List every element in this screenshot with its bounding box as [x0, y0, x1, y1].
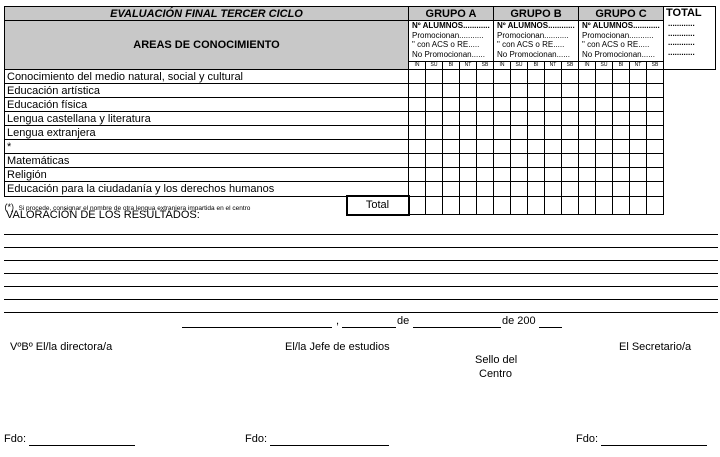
grade-cell[interactable] [545, 84, 562, 98]
grade-cell[interactable] [511, 126, 528, 140]
grade-cell[interactable] [494, 112, 511, 126]
total-cell[interactable] [409, 196, 426, 215]
grade-cell[interactable] [477, 126, 494, 140]
month-blank[interactable] [413, 327, 501, 328]
grade-cell[interactable] [647, 168, 664, 182]
grade-cell[interactable] [443, 70, 460, 84]
grade-cell[interactable] [613, 154, 630, 168]
grade-cell[interactable] [409, 182, 426, 197]
total-cell[interactable] [528, 196, 545, 215]
sello-label: Sello del [475, 354, 518, 366]
grade-cell[interactable] [630, 84, 647, 98]
grade-cell[interactable] [613, 168, 630, 182]
grade-cell[interactable] [545, 182, 562, 197]
grade-cell[interactable] [528, 84, 545, 98]
subject-name: Lengua castellana y literatura [5, 112, 409, 126]
total-column [664, 7, 716, 70]
total-header: TOTAL [666, 7, 702, 19]
areas-header: AREAS DE CONOCIMIENTO [5, 21, 409, 70]
grade-code: BI [528, 61, 545, 69]
grade-cell[interactable] [426, 126, 443, 140]
grade-cell[interactable] [562, 126, 579, 140]
grade-cell[interactable] [494, 140, 511, 154]
grade-cell[interactable] [477, 154, 494, 168]
valoracion-line[interactable] [4, 260, 718, 261]
grade-cell[interactable] [494, 182, 511, 197]
grade-cell[interactable] [477, 98, 494, 112]
grade-cell[interactable] [426, 98, 443, 112]
total-cell[interactable] [545, 196, 562, 215]
grade-cell[interactable] [409, 154, 426, 168]
grade-cell[interactable] [460, 154, 477, 168]
footnote-marker: (*) [4, 201, 14, 212]
grade-cell[interactable] [426, 84, 443, 98]
grade-cell[interactable] [528, 112, 545, 126]
grade-cell[interactable] [596, 154, 613, 168]
grade-cell[interactable] [443, 154, 460, 168]
date-year-label: de 200 [502, 315, 536, 327]
evaluation-table [4, 6, 716, 216]
grade-cell[interactable] [528, 154, 545, 168]
valoracion-line[interactable] [4, 286, 718, 287]
grade-cell[interactable] [443, 182, 460, 197]
fdo-label: Fdo: [4, 433, 27, 445]
grade-code: IN [494, 61, 511, 69]
valoracion-line[interactable] [4, 247, 718, 248]
total-cell[interactable] [477, 196, 494, 215]
grade-cell[interactable] [630, 140, 647, 154]
grade-code: IN [409, 61, 426, 69]
grade-cell[interactable] [426, 168, 443, 182]
grade-cell[interactable] [545, 112, 562, 126]
grade-cell[interactable] [647, 126, 664, 140]
grade-code: SB [562, 61, 579, 69]
grade-cell[interactable] [545, 98, 562, 112]
subject-row [5, 112, 716, 126]
grade-cell[interactable] [613, 112, 630, 126]
grade-cell[interactable] [562, 112, 579, 126]
grade-cell[interactable] [443, 112, 460, 126]
subject-row [5, 98, 716, 112]
grade-code: BI [443, 61, 460, 69]
grade-cell[interactable] [511, 154, 528, 168]
grade-cell[interactable] [596, 112, 613, 126]
total-cell[interactable] [562, 196, 579, 215]
subject-name: Educación artística [5, 84, 409, 98]
grade-cell[interactable] [630, 168, 647, 182]
grade-cell[interactable] [596, 168, 613, 182]
grade-cell[interactable] [545, 126, 562, 140]
subject-row [5, 84, 716, 98]
total-cell[interactable] [613, 196, 630, 215]
grade-cell[interactable] [528, 140, 545, 154]
grade-cell[interactable] [596, 126, 613, 140]
grade-cell[interactable] [596, 182, 613, 197]
fdo-label: Fdo: [576, 433, 599, 445]
grade-cell[interactable] [579, 112, 596, 126]
subject-name: * [5, 140, 409, 154]
subject-name: Educación para la ciudadanía y los derechos humanos [5, 182, 409, 197]
grade-cell[interactable] [647, 84, 664, 98]
grade-cell[interactable] [613, 70, 630, 84]
group-a-header: GRUPO A [409, 7, 494, 21]
grade-cell[interactable] [562, 168, 579, 182]
grade-cell[interactable] [613, 182, 630, 197]
grade-cell[interactable] [477, 112, 494, 126]
grade-cell[interactable] [579, 182, 596, 197]
total-cell[interactable] [443, 196, 460, 215]
grade-cell[interactable] [528, 70, 545, 84]
total-dots: ............ [668, 47, 695, 57]
grade-cell[interactable] [511, 112, 528, 126]
grade-cell[interactable] [443, 98, 460, 112]
valoracion-label: VALORACIÓN DE LOS RESULTADOS: [6, 209, 200, 221]
grade-cell[interactable] [409, 126, 426, 140]
subject-row [5, 154, 716, 168]
valoracion-line[interactable] [4, 299, 718, 300]
group-c-header: GRUPO C [579, 7, 664, 21]
subject-row [5, 182, 716, 197]
grade-cell[interactable] [460, 126, 477, 140]
date-comma: , [336, 315, 340, 327]
grade-code: SU [596, 61, 613, 69]
grade-cell[interactable] [579, 168, 596, 182]
total-dots: ............ [668, 28, 695, 38]
centro-label: Centro [479, 368, 513, 380]
subject-name: Educación física [5, 98, 409, 112]
grade-cell[interactable] [630, 126, 647, 140]
grade-cell[interactable] [647, 98, 664, 112]
subject-name: Lengua extranjera [5, 126, 409, 140]
grade-cell[interactable] [596, 140, 613, 154]
grade-cell[interactable] [545, 154, 562, 168]
grade-cell[interactable] [460, 84, 477, 98]
total-cell[interactable] [630, 196, 647, 215]
grade-cell[interactable] [494, 98, 511, 112]
grade-cell[interactable] [511, 140, 528, 154]
grade-cell[interactable] [409, 84, 426, 98]
total-dots: ............ [668, 19, 695, 28]
grade-cell[interactable] [596, 70, 613, 84]
valoracion-line[interactable] [4, 312, 718, 313]
grade-cell[interactable] [545, 168, 562, 182]
subject-name: Conocimiento del medio natural, social y cultural [5, 70, 409, 84]
grade-cell[interactable] [613, 140, 630, 154]
grade-cell[interactable] [579, 84, 596, 98]
subject-row [5, 140, 716, 154]
grade-code: SU [426, 61, 443, 69]
grade-code: BI [613, 61, 630, 69]
subject-name: Matemáticas [5, 154, 409, 168]
grade-cell[interactable] [528, 182, 545, 197]
valoracion-line[interactable] [4, 273, 718, 274]
total-cell[interactable] [596, 196, 613, 215]
grade-cell[interactable] [409, 168, 426, 182]
grade-cell[interactable] [596, 84, 613, 98]
grade-cell[interactable] [613, 126, 630, 140]
grade-cell[interactable] [528, 126, 545, 140]
grade-code: NT [630, 61, 647, 69]
grade-cell[interactable] [545, 70, 562, 84]
subject-name: Religión [5, 168, 409, 182]
grade-cell[interactable] [494, 84, 511, 98]
grade-cell[interactable] [511, 168, 528, 182]
total-cell[interactable] [460, 196, 477, 215]
grade-cell[interactable] [443, 168, 460, 182]
grade-cell[interactable] [460, 112, 477, 126]
total-cell[interactable] [494, 196, 511, 215]
group-c-info: Nº ALUMNOS............ Promocionan........... " con ACS o RE..... No Promocionan...... [579, 21, 664, 62]
total-cell[interactable] [647, 196, 664, 215]
grade-cell[interactable] [426, 154, 443, 168]
grade-cell[interactable] [630, 112, 647, 126]
grade-cell[interactable] [460, 168, 477, 182]
grade-cell[interactable] [511, 182, 528, 197]
grade-code: SB [477, 61, 494, 69]
jefe-estudios-label: El/la Jefe de estudios [285, 341, 390, 353]
grade-cell[interactable] [647, 70, 664, 84]
group-b-info: Nº ALUMNOS............ Promocionan........... " con ACS o RE..... No Promocionan...... [494, 21, 579, 62]
grade-cell[interactable] [494, 126, 511, 140]
grade-cell[interactable] [460, 98, 477, 112]
director-label: VºBº El/la directora/a [10, 341, 113, 353]
grade-cell[interactable] [562, 182, 579, 197]
total-cell[interactable] [426, 196, 443, 215]
fdo-jefe-blank[interactable] [270, 445, 389, 446]
secretario-label: El Secretario/a [619, 341, 692, 353]
grade-cell[interactable] [477, 70, 494, 84]
grade-cell[interactable] [460, 70, 477, 84]
grade-cell[interactable] [562, 98, 579, 112]
grade-cell[interactable] [630, 98, 647, 112]
group-b-header: GRUPO B [494, 7, 579, 21]
grade-cell[interactable] [409, 112, 426, 126]
grade-cell[interactable] [460, 140, 477, 154]
grade-cell[interactable] [409, 98, 426, 112]
fdo-director-blank[interactable] [29, 445, 135, 446]
grade-cell[interactable] [613, 98, 630, 112]
place-blank[interactable] [182, 327, 332, 328]
grade-cell[interactable] [596, 98, 613, 112]
table-title: EVALUACIÓN FINAL TERCER CICLO [5, 7, 409, 21]
grade-cell[interactable] [579, 154, 596, 168]
valoracion-line[interactable] [4, 234, 718, 235]
grade-cell[interactable] [630, 70, 647, 84]
grade-cell[interactable] [579, 70, 596, 84]
grade-cell[interactable] [494, 154, 511, 168]
grade-cell[interactable] [579, 140, 596, 154]
grade-cell[interactable] [426, 140, 443, 154]
grade-cell[interactable] [460, 182, 477, 197]
grade-cell[interactable] [511, 70, 528, 84]
grade-cell[interactable] [494, 168, 511, 182]
total-cell[interactable] [511, 196, 528, 215]
group-a-info: Nº ALUMNOS............ Promocionan........... " con ACS o RE..... No Promocionan...... [409, 21, 494, 62]
grade-cell[interactable] [647, 112, 664, 126]
grade-cell[interactable] [477, 168, 494, 182]
grade-cell[interactable] [528, 168, 545, 182]
date-de-label: de [397, 315, 410, 327]
year-blank[interactable] [539, 327, 562, 328]
grade-code: SU [511, 61, 528, 69]
grade-code: NT [460, 61, 477, 69]
grade-cell[interactable] [562, 154, 579, 168]
grade-cell[interactable] [494, 70, 511, 84]
grade-cell[interactable] [443, 140, 460, 154]
grade-cell[interactable] [426, 182, 443, 197]
day-blank[interactable] [342, 327, 396, 328]
grade-code: NT [545, 61, 562, 69]
total-cell[interactable] [579, 196, 596, 215]
grade-cell[interactable] [477, 84, 494, 98]
grade-cell[interactable] [409, 70, 426, 84]
grade-cell[interactable] [647, 182, 664, 197]
grade-cell[interactable] [477, 140, 494, 154]
grade-cell[interactable] [647, 154, 664, 168]
fdo-secretario-blank[interactable] [601, 445, 707, 446]
grade-cell[interactable] [630, 182, 647, 197]
total-row-label: Total [347, 196, 409, 215]
fdo-label: Fdo: [245, 433, 268, 445]
grade-cell[interactable] [562, 70, 579, 84]
grade-cell[interactable] [443, 126, 460, 140]
grade-cell[interactable] [477, 182, 494, 197]
grade-cell[interactable] [426, 70, 443, 84]
grade-cell[interactable] [562, 84, 579, 98]
subject-row [5, 70, 716, 84]
grade-code: IN [579, 61, 596, 69]
footnote-text: Si procede, consignar el nombre de otra lengua extranjera impartida en el centro [18, 204, 251, 212]
subject-row [5, 168, 716, 182]
grade-cell[interactable] [409, 140, 426, 154]
grade-cell[interactable] [426, 112, 443, 126]
grade-cell[interactable] [630, 154, 647, 168]
grade-cell[interactable] [579, 126, 596, 140]
grade-cell[interactable] [613, 84, 630, 98]
grade-cell[interactable] [647, 140, 664, 154]
grade-code: SB [647, 61, 664, 69]
grade-cell[interactable] [511, 84, 528, 98]
grade-cell[interactable] [562, 140, 579, 154]
grade-cell[interactable] [511, 98, 528, 112]
total-dots: ............ [668, 38, 695, 47]
grade-cell[interactable] [579, 98, 596, 112]
grade-cell[interactable] [528, 98, 545, 112]
subject-row [5, 126, 716, 140]
grade-cell[interactable] [443, 84, 460, 98]
grade-cell[interactable] [545, 140, 562, 154]
